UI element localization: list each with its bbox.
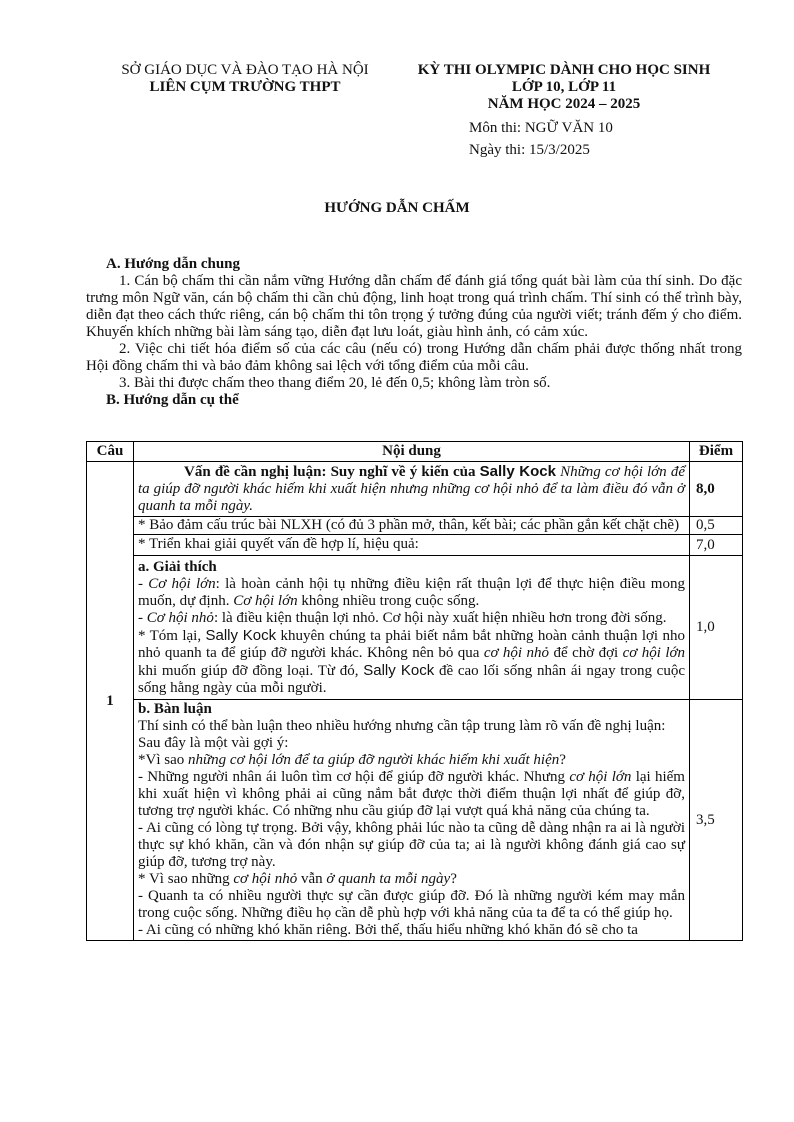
discuss-line-1: Thí sinh có thể bàn luận theo nhiều hướng nhưng cần tập trung làm rõ vấn đề nghị luận:	[138, 718, 666, 734]
explain-line-3	[138, 627, 685, 697]
header-right	[396, 62, 732, 113]
discuss-cell	[134, 700, 690, 941]
section-a-heading: A. Hướng dẫn chung	[106, 256, 241, 272]
discuss-p1-start: - Những người nhân ái luôn tìm cơ hội để giúp đỡ người khác. Nhưng	[138, 769, 570, 785]
issue-quote: Những cơ hội lớn để ta giúp đỡ người khác hiếm khi xuất hiện nhưng những cơ hội nhỏ để ta làm điều đó vẫn ở quanh ta mỗi ngày.	[138, 464, 685, 514]
discuss-q2-italic-1: cơ hội nhỏ	[233, 871, 298, 887]
explain-text-1: : là hoàn cảnh hội tụ những điều kiện rất thuận lợi để thực hiện điều mong muốn, dự định.	[138, 576, 685, 609]
table-row	[87, 517, 743, 535]
term-big-chance: - Cơ hội lớn	[138, 576, 216, 592]
section-a-paragraph-2: 2. Việc chi tiết hóa điểm số của các câu (nếu có) trong Hướng dẫn chấm phải được thống nhất trong Hội đồng chấm thi và bảo đảm không sai lệch với tổng điểm của mỗi câu.	[86, 341, 742, 374]
section-a-paragraph-1: 1. Cán bộ chấm thi cần nắm vững Hướng dẫn chấm để đánh giá tổng quát bài làm của thí sinh. Do đặc trưng môn Ngữ văn, cán bộ chấm thi cần chủ động, linh hoạt trong quá trình chấm. Thí sinh có thể trình bày, diễn đạt theo cách thức riêng, cán bộ chấm thi tôn trọng ý tưởng đúng của người viết; tránh đếm ý cho điểm. Khuyến khích những bài làm sáng tạo, diễn đạt lưu loát, giàu hình ảnh, có cảm xúc.	[86, 273, 742, 340]
page-title: HƯỚNG DẪN CHẤM	[324, 200, 470, 216]
exam-subject: Môn thi: NGỮ VĂN 10	[469, 120, 613, 136]
issue-cell	[134, 462, 690, 517]
header-cau: Câu	[87, 442, 134, 462]
summary-term-2: cơ hội lớn	[622, 645, 685, 661]
discuss-score: 3,5	[690, 700, 743, 941]
discuss-line-4	[138, 769, 685, 820]
exam-year: NĂM HỌC 2024 – 2025	[487, 96, 641, 112]
discuss-q1-italic: những cơ hội lớn để ta giúp đỡ người khác hiếm khi xuất hiện	[188, 752, 560, 768]
exam-name: KỲ THI OLYMPIC DÀNH CHO HỌC SINH	[417, 62, 711, 78]
summary-start: * Tóm lại,	[138, 628, 206, 644]
section-a-paragraph-3: 3. Bài thi được chấm theo thang điểm 20, lẻ đến 0,5; không làm tròn số.	[119, 375, 551, 391]
explain-text-1-end: không nhiều trong cuộc sống.	[297, 593, 480, 609]
question-number: 1	[87, 462, 134, 941]
term-big-chance-2: Cơ hội lớn	[233, 593, 298, 609]
section-a	[86, 256, 742, 409]
discuss-q1-start: *Vì sao	[138, 752, 188, 768]
structure-score: 0,5	[690, 517, 743, 535]
summary-author: Sally Kock	[205, 627, 277, 644]
table-row	[87, 462, 743, 517]
grading-table	[86, 441, 743, 941]
issue-score: 8,0	[690, 462, 743, 517]
summary-mid-3: khi muốn giúp đỡ đồng loại. Từ đó,	[138, 663, 364, 679]
develop-cell: * Triển khai giải quyết vấn đề hợp lí, hiệu quả:	[134, 535, 690, 556]
header-diem: Điểm	[690, 442, 743, 462]
summary-end: đề cao lối sống nhân ái ngay trong cuộc sống hằng ngày của mỗi người.	[138, 663, 685, 696]
explain-line-1	[138, 576, 685, 610]
school-cluster-name: LIÊN CỤM TRƯỜNG THPT	[149, 79, 341, 95]
structure-cell: * Bảo đảm cấu trúc bài NLXH (có đủ 3 phần mở, thân, kết bài; các phần gắn kết chặt chẽ)	[134, 517, 690, 535]
exam-date: Ngày thi: 15/3/2025	[469, 142, 590, 158]
discuss-line-6	[138, 871, 685, 888]
discuss-line-7: - Quanh ta có nhiều người thực sự cần được giúp đỡ. Đó là những người kém may mắn trong cuộc sống. Những điều họ cần dễ phù hợp với khả năng của ta để ta có thể giúp họ.	[138, 888, 685, 921]
discuss-q1-end: ?	[559, 752, 566, 768]
discuss-q2-italic-2: ở quanh ta mỗi ngày	[326, 871, 451, 887]
issue-bold: Vấn đề cần nghị luận: Suy nghĩ về ý kiến của	[184, 464, 480, 480]
header-noi-dung: Nội dung	[134, 442, 690, 462]
discuss-line-2: Sau đây là một vài gợi ý:	[138, 735, 289, 751]
discuss-q2-mid: vẫn	[297, 871, 327, 887]
summary-mid-2: để chờ đợi	[549, 645, 623, 661]
issue-author: Sally Kock	[479, 463, 556, 480]
exam-grades: LỚP 10, LỚP 11	[511, 79, 617, 95]
discuss-line-3	[138, 752, 685, 769]
discuss-line-8: - Ai cũng có những khó khăn riêng. Bởi thế, thấu hiểu những khó khăn đó sẽ cho ta	[138, 922, 638, 938]
term-small-chance: - Cơ hội nhỏ	[138, 610, 214, 626]
section-b-heading: B. Hướng dẫn cụ thể	[106, 392, 239, 408]
discuss-q2-start: * Vì sao những	[138, 871, 234, 887]
discuss-q2-end: ?	[450, 871, 457, 887]
explain-heading: a. Giải thích	[138, 559, 217, 575]
summary-author-2: Sally Kock	[363, 662, 435, 679]
summary-mid: khuyên chúng ta phải biết nắm bắt những hoàn cảnh thuận lợi nho nhỏ quanh ta để giúp đỡ người khác. Không nên bỏ qua	[138, 628, 685, 661]
discuss-p1-end: lại hiếm khi xuất hiện vì không phải ai cũng nắm bắt được thời điểm thuận lợi nhất để giúp đỡ, tương trợ người khác. Có những nhu cầu giúp đỡ lại vượt quá khả năng của chúng ta.	[138, 769, 685, 819]
table-row	[87, 700, 743, 941]
explain-cell	[134, 556, 690, 700]
discuss-p1-italic: cơ hội lớn	[569, 769, 632, 785]
discuss-line-5: - Ai cũng có lòng tự trọng. Bởi vậy, không phải lúc nào ta cũng dễ dàng nhận ra ai là người thực sự khó khăn, cần và đón nhận sự giúp đỡ của ta; ai là người không đánh giá cao sự giúp đỡ, tương trợ này.	[138, 820, 685, 870]
table-header-row	[87, 442, 743, 462]
summary-term-1: cơ hội nhỏ	[483, 645, 550, 661]
header-left	[100, 62, 390, 96]
table-row	[87, 535, 743, 556]
explain-score: 1,0	[690, 556, 743, 700]
discuss-heading: b. Bàn luận	[138, 701, 212, 717]
department-name: SỞ GIÁO DỤC VÀ ĐÀO TẠO HÀ NỘI	[121, 62, 369, 78]
table-row	[87, 556, 743, 700]
explain-text-2: : là điều kiện thuận lợi nhỏ. Cơ hội này xuất hiện nhiều hơn trong đời sống.	[213, 610, 667, 626]
explain-line-2	[138, 610, 685, 627]
develop-score: 7,0	[690, 535, 743, 556]
